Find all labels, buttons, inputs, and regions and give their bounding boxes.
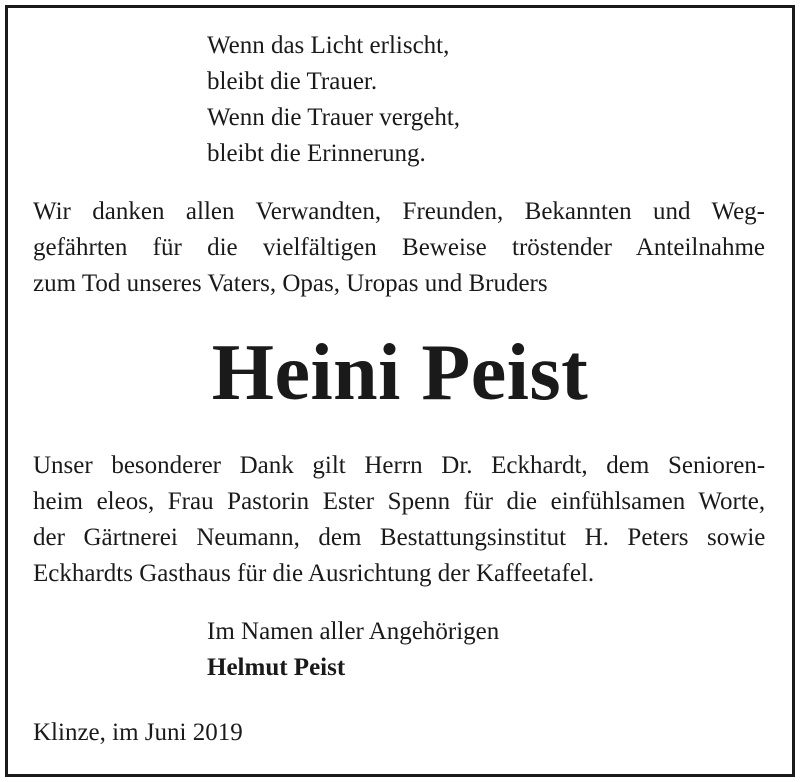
poem-line: Wenn das Licht erlischt, <box>207 32 450 59</box>
place-date: Klinze, im Juni 2019 <box>33 719 243 746</box>
memorial-poem <box>207 28 460 172</box>
on-behalf-text: Im Namen aller Angehörigen <box>207 618 500 645</box>
special-thanks-line: heim eleos, Frau Pastorin Ester Spenn für die einfühlsamen Worte, <box>33 488 766 515</box>
thanks-line: Wir danken allen Verwandten, Freunden, Bekannten und Weg- <box>33 198 765 225</box>
thanks-line: gefährten für die vielfältigen Beweise tröstender Anteilnahme <box>33 234 765 261</box>
signer-name: Helmut Peist <box>207 654 346 681</box>
special-thanks-line: der Gärtnerei Neumann, dem Bestattungsinstitut H. Peters sowie <box>33 524 766 551</box>
poem-line: Wenn die Trauer vergeht, <box>207 104 461 131</box>
special-thanks-paragraph <box>33 448 765 592</box>
poem-line: bleibt die Erinnerung. <box>207 140 426 167</box>
thanks-paragraph <box>33 194 765 302</box>
poem-line: bleibt die Trauer. <box>207 68 378 95</box>
special-thanks-line: Eckhardts Gasthaus für die Ausrichtung der Kaffeetafel. <box>33 560 595 587</box>
thanks-line: zum Tod unseres Vaters, Opas, Uropas und Bruders <box>33 270 548 297</box>
special-thanks-line: Unser besonderer Dank gilt Herrn Dr. Eckhardt, dem Senioren- <box>33 452 766 479</box>
signoff-block <box>207 614 499 686</box>
deceased-name: Heini Peist <box>211 329 589 417</box>
